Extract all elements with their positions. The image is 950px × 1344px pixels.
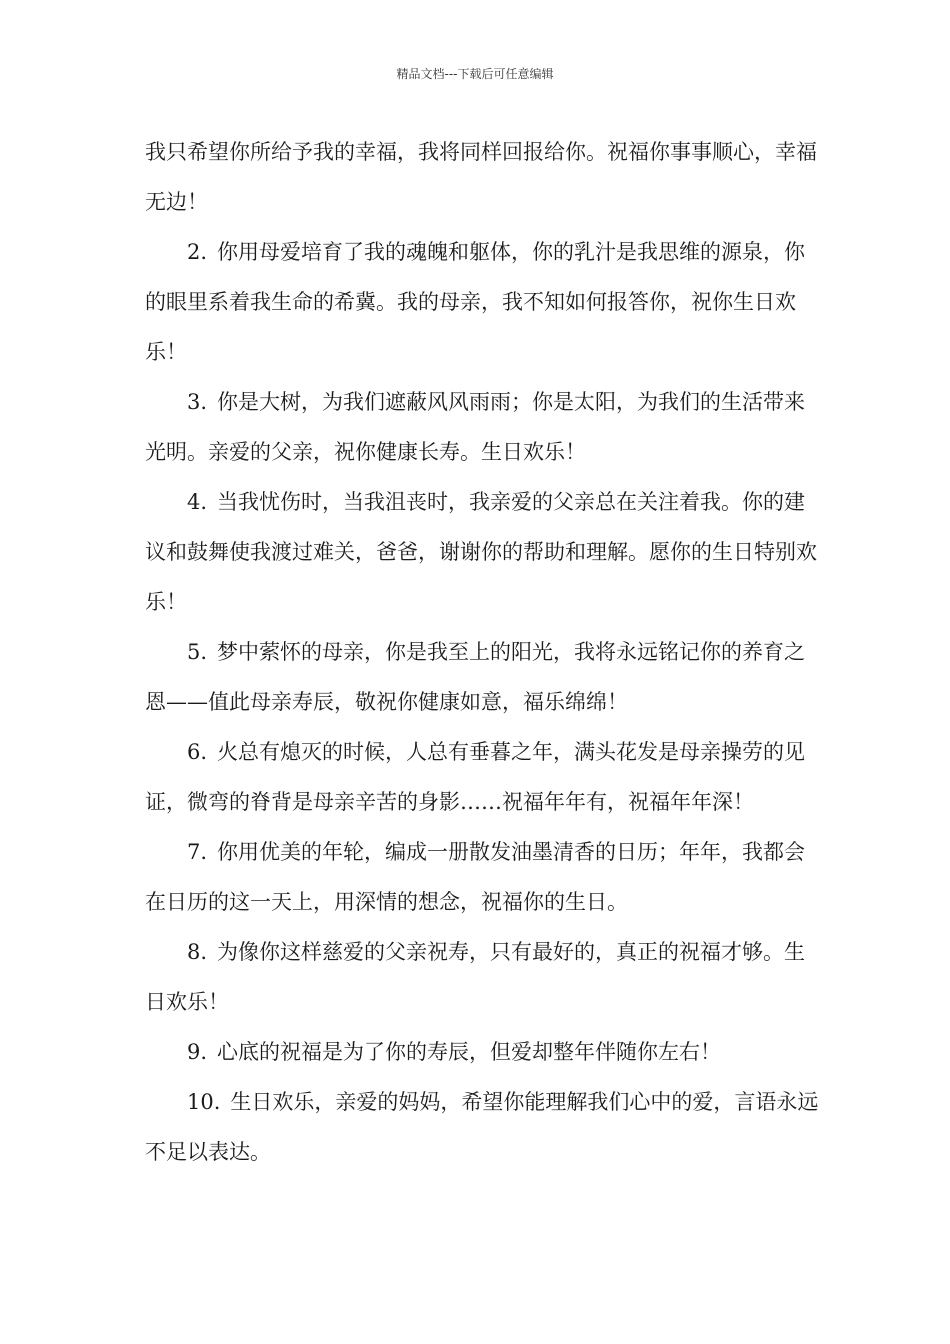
list-item (145, 827, 825, 927)
list-item (145, 927, 825, 1027)
list-item-text: 生日欢乐，亲爱的妈妈，希望你能理解我们心中的爱，言语永远不足以表达。 (145, 1090, 819, 1164)
list-item-text: 梦中萦怀的母亲，你是我至上的阳光，我将永远铭记你的养育之恩——值此母亲寿辰，敬祝你健康如意，福乐绵绵！ (145, 640, 806, 714)
list-item (145, 377, 825, 477)
list-item-text: 你用优美的年轮，编成一册散发油墨清香的日历；年年，我都会在日历的这一天上，用深情的想念，祝福你的生日。 (145, 840, 806, 914)
list-item-text: 你是大树，为我们遮蔽风风雨雨；你是太阳，为我们的生活带来光明。亲爱的父亲，祝你健康长寿。生日欢乐！ (145, 390, 806, 464)
list-item (145, 1077, 825, 1177)
list-item-text: 火总有熄灭的时候，人总有垂暮之年，满头花发是母亲操劳的见证，微弯的脊背是母亲辛苦的身影……祝福年年有，祝福年年深！ (145, 740, 806, 814)
list-item-text: 你用母爱培育了我的魂魄和躯体，你的乳汁是我思维的源泉，你的眼里系着我生命的希冀。我的母亲，我不知如何报答你，祝你生日欢乐！ (145, 240, 806, 364)
list-item-number: 9. (187, 1040, 208, 1064)
list-item-number: 4. (187, 490, 208, 514)
list-item-number: 6. (187, 740, 208, 764)
list-item (145, 227, 825, 377)
list-item-number: 2. (187, 240, 208, 264)
list-item (145, 727, 825, 827)
list-item (145, 1027, 825, 1077)
list-item-number: 3. (187, 390, 208, 414)
list-item (145, 627, 825, 727)
document-body (145, 127, 825, 1177)
list-item-number: 5. (187, 640, 208, 664)
list-item-text: 当我忧伤时，当我沮丧时，我亲爱的父亲总在关注着我。你的建议和鼓舞使我渡过难关，爸爸，谢谢你的帮助和理解。愿你的生日特别欢乐！ (145, 490, 817, 614)
page-header: 精品文档---下载后可任意编辑 (396, 67, 554, 81)
list-item-number: 10. (187, 1090, 221, 1114)
paragraph-text: 我只希望你所给予我的幸福，我将同样回报给你。祝福你事事顺心，幸福无边！ (145, 140, 817, 214)
list-item-text: 心底的祝福是为了你的寿辰，但爱却整年伴随你左右！ (217, 1040, 722, 1064)
list-item (145, 477, 825, 627)
list-item-number: 7. (187, 840, 208, 864)
list-item-number: 8. (187, 940, 208, 964)
list-item-text: 为像你这样慈爱的父亲祝寿，只有最好的，真正的祝福才够。生日欢乐！ (145, 940, 806, 1014)
paragraph-continuation (145, 127, 825, 227)
